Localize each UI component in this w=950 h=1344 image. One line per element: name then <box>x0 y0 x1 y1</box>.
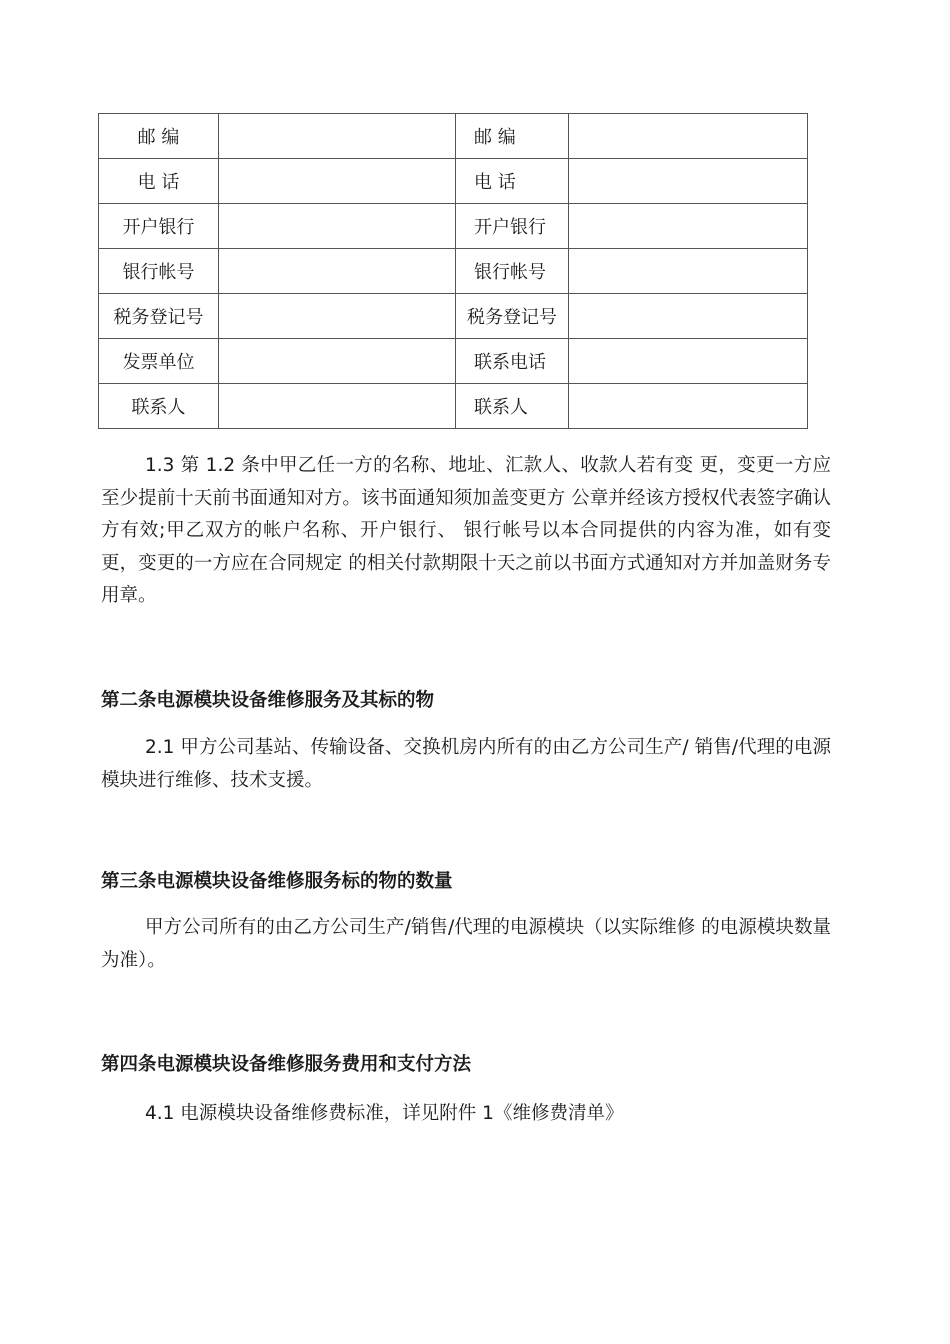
left-value-cell <box>219 384 456 429</box>
right-label-cell: 电 话 <box>456 159 569 204</box>
table-row <box>99 249 808 294</box>
left-label-cell: 税务登记号 <box>99 294 219 339</box>
right-value-cell <box>569 339 808 384</box>
article-3-paragraph: 甲方公司所有的由乙方公司生产/销售/代理的电源模块（以实际维修 的电源模块数量为准）。 <box>101 917 831 971</box>
right-label-cell: 邮 编 <box>456 114 569 159</box>
clause-1-3-paragraph: 1.3 第 1.2 条中甲乙任一方的名称、地址、汇款人、收款人若有变 更，变更一方应至少提前十天前书面通知对方。该书面通知须加盖变更方 公章并经该方授权代表签字确认方有效;甲乙双方的帐户名称、开户银行、 银行帐号以本合同提供的内容为准，如有变更，变更的一方应在合同规定 的相关付款期限十天之前以书面方式通知对方并加盖财务专用章。 <box>101 455 831 606</box>
table-row <box>99 159 808 204</box>
left-label-cell: 开户银行 <box>99 204 219 249</box>
table-row <box>99 204 808 249</box>
left-value-cell <box>219 204 456 249</box>
right-value-cell <box>569 114 808 159</box>
left-label-cell: 银行帐号 <box>99 249 219 294</box>
right-value-cell <box>569 384 808 429</box>
left-value-cell <box>219 294 456 339</box>
right-value-cell <box>569 159 808 204</box>
left-label-cell: 联系人 <box>99 384 219 429</box>
right-label-cell: 税务登记号 <box>456 294 569 339</box>
table-row <box>99 339 808 384</box>
right-label-cell: 银行帐号 <box>456 249 569 294</box>
left-label-cell: 发票单位 <box>99 339 219 384</box>
left-label-cell: 邮 编 <box>99 114 219 159</box>
article-3-heading: 第三条电源模块设备维修服务标的物的数量 <box>101 871 453 892</box>
right-value-cell <box>569 204 808 249</box>
article-2-heading: 第二条电源模块设备维修服务及其标的物 <box>101 690 435 711</box>
table-row <box>99 294 808 339</box>
right-value-cell <box>569 249 808 294</box>
left-value-cell <box>219 339 456 384</box>
table-row <box>99 114 808 159</box>
contact-info-table <box>98 113 808 429</box>
right-label-cell: 联系电话 <box>456 339 569 384</box>
article-4-paragraph: 4.1 电源模块设备维修费标准，详见附件 1《维修费清单》 <box>145 1103 624 1124</box>
table-row <box>99 384 808 429</box>
right-label-cell: 开户银行 <box>456 204 569 249</box>
left-value-cell <box>219 114 456 159</box>
left-value-cell <box>219 249 456 294</box>
left-label-cell: 电 话 <box>99 159 219 204</box>
left-value-cell <box>219 159 456 204</box>
article-2-paragraph: 2.1 甲方公司基站、传输设备、交换机房内所有的由乙方公司生产/ 销售/代理的电源模块进行维修、技术支援。 <box>101 737 831 791</box>
right-value-cell <box>569 294 808 339</box>
article-4-heading: 第四条电源模块设备维修服务费用和支付方法 <box>101 1054 472 1075</box>
right-label-cell: 联系人 <box>456 384 569 429</box>
